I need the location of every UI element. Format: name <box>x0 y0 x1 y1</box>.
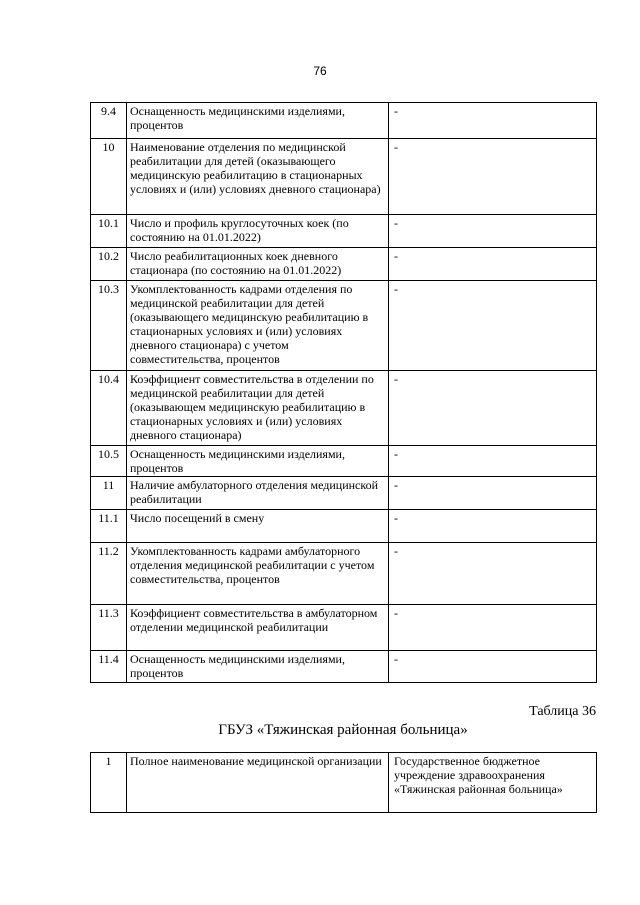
row-value: - <box>389 281 597 371</box>
table-row <box>91 215 597 248</box>
row-number: 10.5 <box>91 446 127 477</box>
row-indicator: Оснащенность медицинскими изделиями, процентов <box>127 103 389 139</box>
row-value: - <box>389 446 597 477</box>
table-row <box>91 446 597 477</box>
row-number: 11.3 <box>91 605 127 651</box>
row-indicator: Оснащенность медицинскими изделиями, процентов <box>127 446 389 477</box>
row-value: - <box>389 510 597 543</box>
row-indicator: Оснащенность медицинскими изделиями, процентов <box>127 651 389 683</box>
table-row <box>91 371 597 446</box>
info-table <box>90 752 597 813</box>
row-value: - <box>389 103 597 139</box>
table-row <box>91 651 597 683</box>
row-number: 10.1 <box>91 215 127 248</box>
row-indicator: Число реабилитационных коек дневного стационара (по состоянию на 01.01.2022) <box>127 248 389 281</box>
row-value: - <box>389 215 597 248</box>
table-row <box>91 281 597 371</box>
row-indicator: Коэффициент совместительства в амбулаторном отделении медицинской реабилитации <box>127 605 389 651</box>
row-number: 10 <box>91 139 127 215</box>
data-table-body <box>91 103 597 683</box>
row-number: 11.2 <box>91 543 127 605</box>
row-number: 10.2 <box>91 248 127 281</box>
table-row <box>91 753 597 813</box>
row-value: - <box>389 543 597 605</box>
row-value: Государственное бюджетное учреждение здравоохранения «Тяжинская районная больница» <box>389 753 597 813</box>
row-indicator: Укомплектованность кадрами отделения по медицинской реабилитации для детей (оказывающего медицинскую реабилитацию в стационарных условиях и (или) условиях дневного стационара) с учетом совместительства, процентов <box>127 281 389 371</box>
info-table-body <box>91 753 597 813</box>
row-indicator: Наличие амбулаторного отделения медицинской реабилитации <box>127 477 389 510</box>
row-indicator: Наименование отделения по медицинской реабилитации для детей (оказывающего медицинскую реабилитацию в стационарных условиях и (или) условиях дневного стационара) <box>127 139 389 215</box>
row-number: 1 <box>91 753 127 813</box>
row-indicator: Полное наименование медицинской организации <box>127 753 389 813</box>
table-row <box>91 605 597 651</box>
table-row <box>91 248 597 281</box>
row-indicator: Число посещений в смену <box>127 510 389 543</box>
table-row <box>91 510 597 543</box>
table-row <box>91 103 597 139</box>
data-table <box>90 102 597 683</box>
table-caption: Таблица 36 <box>529 704 596 719</box>
row-value: - <box>389 371 597 446</box>
page-number: 76 <box>313 64 327 78</box>
row-number: 11.4 <box>91 651 127 683</box>
row-number: 10.4 <box>91 371 127 446</box>
row-number: 10.3 <box>91 281 127 371</box>
row-value: - <box>389 651 597 683</box>
row-value: - <box>389 139 597 215</box>
table-row <box>91 139 597 215</box>
row-indicator: Укомплектованность кадрами амбулаторного отделения медицинской реабилитации с учетом совместительства, процентов <box>127 543 389 605</box>
table-row <box>91 477 597 510</box>
table-title: ГБУЗ «Тяжинская районная больница» <box>218 722 468 738</box>
table-row <box>91 543 597 605</box>
row-number: 11.1 <box>91 510 127 543</box>
row-value: - <box>389 248 597 281</box>
row-value: - <box>389 477 597 510</box>
row-indicator: Число и профиль круглосуточных коек (по состоянию на 01.01.2022) <box>127 215 389 248</box>
row-number: 9.4 <box>91 103 127 139</box>
row-number: 11 <box>91 477 127 510</box>
row-value: - <box>389 605 597 651</box>
row-indicator: Коэффициент совместительства в отделении по медицинской реабилитации для детей (оказывающем медицинскую реабилитацию в стационарных условиях и (или) условиях дневного стационара) <box>127 371 389 446</box>
